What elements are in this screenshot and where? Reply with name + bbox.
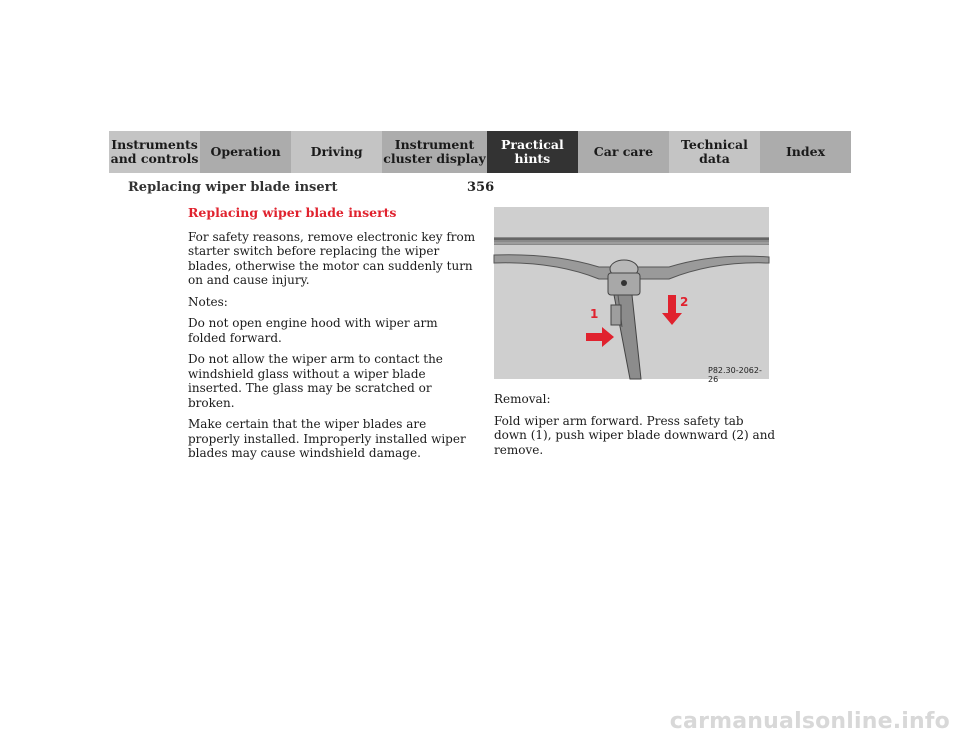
section-heading: Replacing wiper blade inserts: [188, 205, 397, 220]
callout-2: 2: [680, 295, 689, 309]
tab-car-care[interactable]: Car care: [578, 131, 669, 173]
note-windshield-contact: Do not allow the wiper arm to contact the windshield glass without a wiper blade inserted. The glass may be scratched or broken.: [188, 352, 443, 410]
tab-instruments-and-controls[interactable]: Instruments and controls: [109, 131, 200, 173]
section-navigation: [109, 131, 851, 173]
notes-label: Notes:: [188, 294, 228, 309]
section-title: Replacing wiper blade insert: [128, 180, 338, 195]
tab-instrument-cluster-display[interactable]: Instrument cluster display: [382, 131, 487, 173]
safety-warning: For safety reasons, remove electronic key from starter switch before replacing the wiper blades, otherwise the motor can suddenly turn on and cause injury.: [188, 229, 476, 287]
tab-index[interactable]: Index: [760, 131, 851, 173]
arrow-icon: [586, 327, 614, 347]
tab-practical-hints[interactable]: Practical hints: [487, 131, 578, 173]
wiper-blade-illustration: [494, 207, 769, 384]
removal-label: Removal:: [494, 392, 551, 406]
page-number: 356: [467, 180, 495, 195]
callout-1: 1: [590, 307, 599, 321]
removal-instructions: Fold wiper arm forward. Press safety tab down (1), push wiper blade downward (2) and remove.: [494, 413, 776, 457]
instructions-column: [188, 206, 478, 468]
note-proper-installation: Make certain that the wiper blades are properly installed. Improperly installed wiper blades may cause windshield damage.: [188, 417, 466, 460]
arrow-icon: [662, 295, 682, 325]
removal-column: [494, 392, 779, 464]
tab-driving[interactable]: Driving: [291, 131, 382, 173]
watermark-logo: carmanualsonline.info: [669, 709, 950, 734]
figure-code: P82.30-2062-26: [708, 366, 762, 384]
note-engine-hood: Do not open engine hood with wiper arm folded forward.: [188, 316, 438, 345]
tab-technical-data[interactable]: Technical data: [669, 131, 760, 173]
tab-operation[interactable]: Operation: [200, 131, 291, 173]
